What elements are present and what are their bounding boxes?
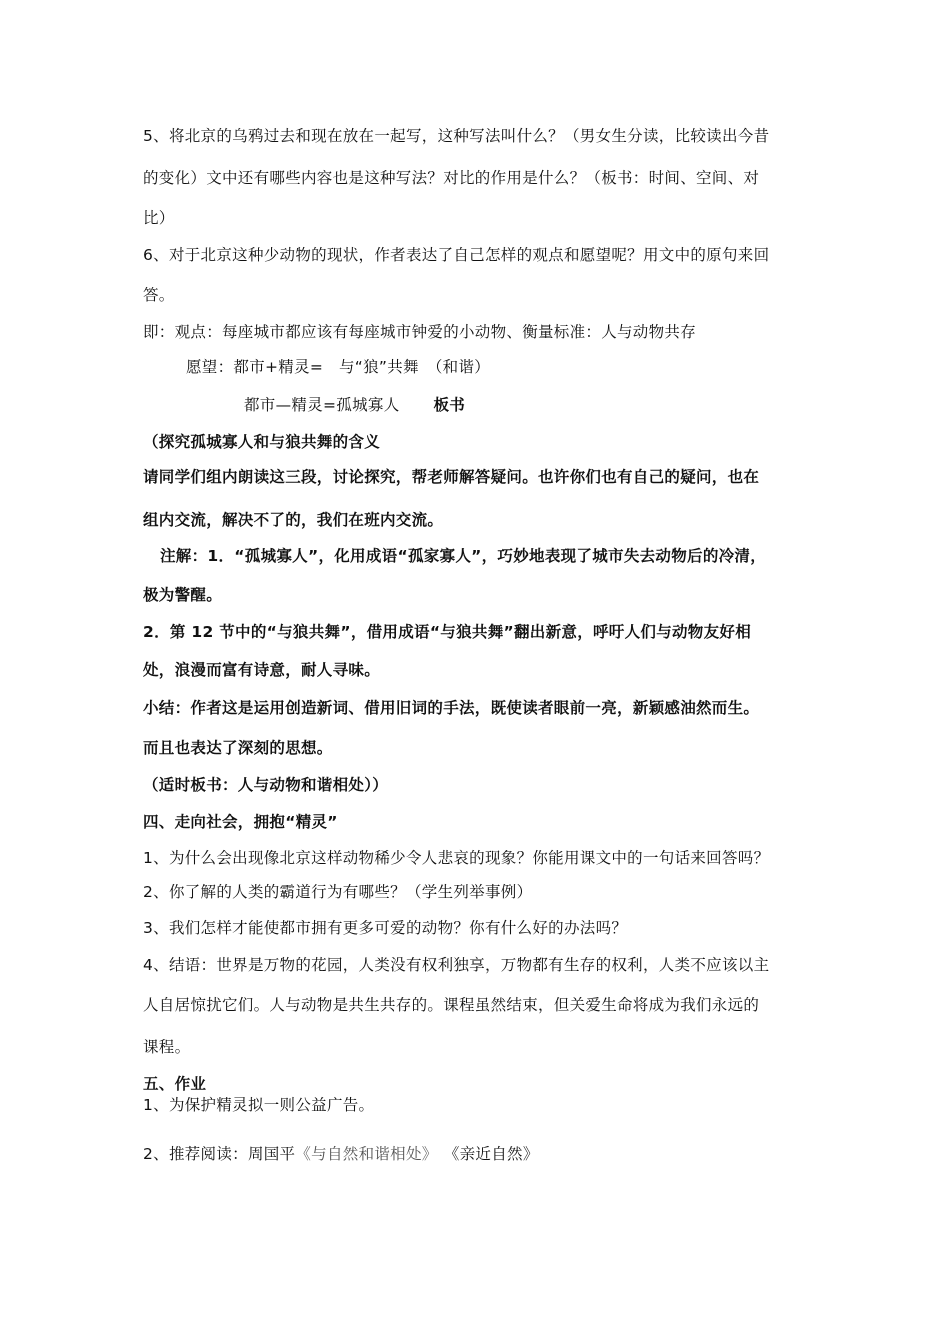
homework-1: 1、为保护精灵拟一则公益广告。 [143, 1096, 375, 1114]
section-4-conclusion-line-3: 课程。 [143, 1038, 191, 1056]
board-formula [244, 395, 465, 415]
note-1-line-2: 极为警醒。 [143, 586, 223, 604]
book-title-1: 《与自然和谐相处》 [295, 1145, 438, 1163]
section-4-conclusion-line-1: 4、结语：世界是万物的花园，人类没有权利独享，万物都有生存的权利，人类不应该以主 [143, 956, 770, 974]
homework-2-prefix: 2、推荐阅读：周国平 [143, 1145, 296, 1163]
question-5-line-1: 5、将北京的乌鸦过去和现在放在一起写，这种写法叫什么？（男女生分读，比较读出今昔 [143, 127, 770, 145]
section-4-conclusion-line-2: 人自居惊扰它们。人与动物是共生共存的。课程虽然结束，但关爱生命将成为我们永远的 [143, 996, 760, 1014]
section-4-heading: 四、走向社会，拥抱“精灵” [143, 813, 338, 831]
answer-wish: 愿望：都市+精灵= 与“狼”共舞 （和谐） [186, 358, 491, 376]
question-6-line-2: 答。 [143, 286, 175, 304]
question-5-line-2: 的变化）文中还有哪些内容也是这种写法？对比的作用是什么？（板书：时间、空间、对 [143, 169, 760, 187]
note-2-line-1: 2．第 12 节中的“与狼共舞”，借用成语“与狼共舞”翻出新意，呼吁人们与动物友好相 [143, 623, 751, 641]
note-2-line-2: 处，浪漫而富有诗意，耐人寻味。 [143, 661, 381, 679]
homework-2 [143, 1144, 539, 1164]
section-4-question-1: 1、为什么会出现像北京这样动物稀少令人悲哀的现象？你能用课文中的一句话来回答吗？ [143, 849, 770, 867]
answer-viewpoint: 即：观点：每座城市都应该有每座城市钟爱的小动物、衡量标准：人与动物共存 [143, 323, 697, 341]
formula-text: 都市—精灵=孤城寡人 [244, 396, 400, 414]
board-note: （适时板书：人与动物和谐相处）） [143, 776, 389, 794]
note-1-line-1: 注解：1．“孤城寡人”，化用成语“孤家寡人”，巧妙地表现了城市失去动物后的冷清， [160, 547, 767, 565]
explore-heading: （探究孤城寡人和与狼共舞的含义 [143, 433, 381, 451]
book-title-2: 《亲近自然》 [451, 1145, 539, 1163]
section-4-question-3: 3、我们怎样才能使都市拥有更多可爱的动物？你有什么好的办法吗？ [143, 919, 628, 937]
question-6-line-1: 6、对于北京这种少动物的现状，作者表达了自己怎样的观点和愿望呢？用文中的原句来回 [143, 246, 770, 264]
summary-line-2: 而且也表达了深刻的思想。 [143, 739, 333, 757]
group-instruction-line-1: 请同学们组内朗读这三段，讨论探究，帮老师解答疑问。也许你们也有自己的疑问，也在 [143, 468, 760, 486]
question-5-line-3: 比） [143, 209, 175, 227]
summary-line-1: 小结：作者这是运用创造新词、借用旧词的手法，既使读者眼前一亮，新颖感油然而生。 [143, 699, 760, 717]
group-instruction-line-2: 组内交流，解决不了的，我们在班内交流。 [143, 511, 444, 529]
section-5-heading: 五、作业 [143, 1075, 207, 1093]
section-4-question-2: 2、你了解的人类的霸道行为有哪些？（学生列举事例） [143, 883, 533, 901]
board-label: 板书 [433, 396, 466, 414]
